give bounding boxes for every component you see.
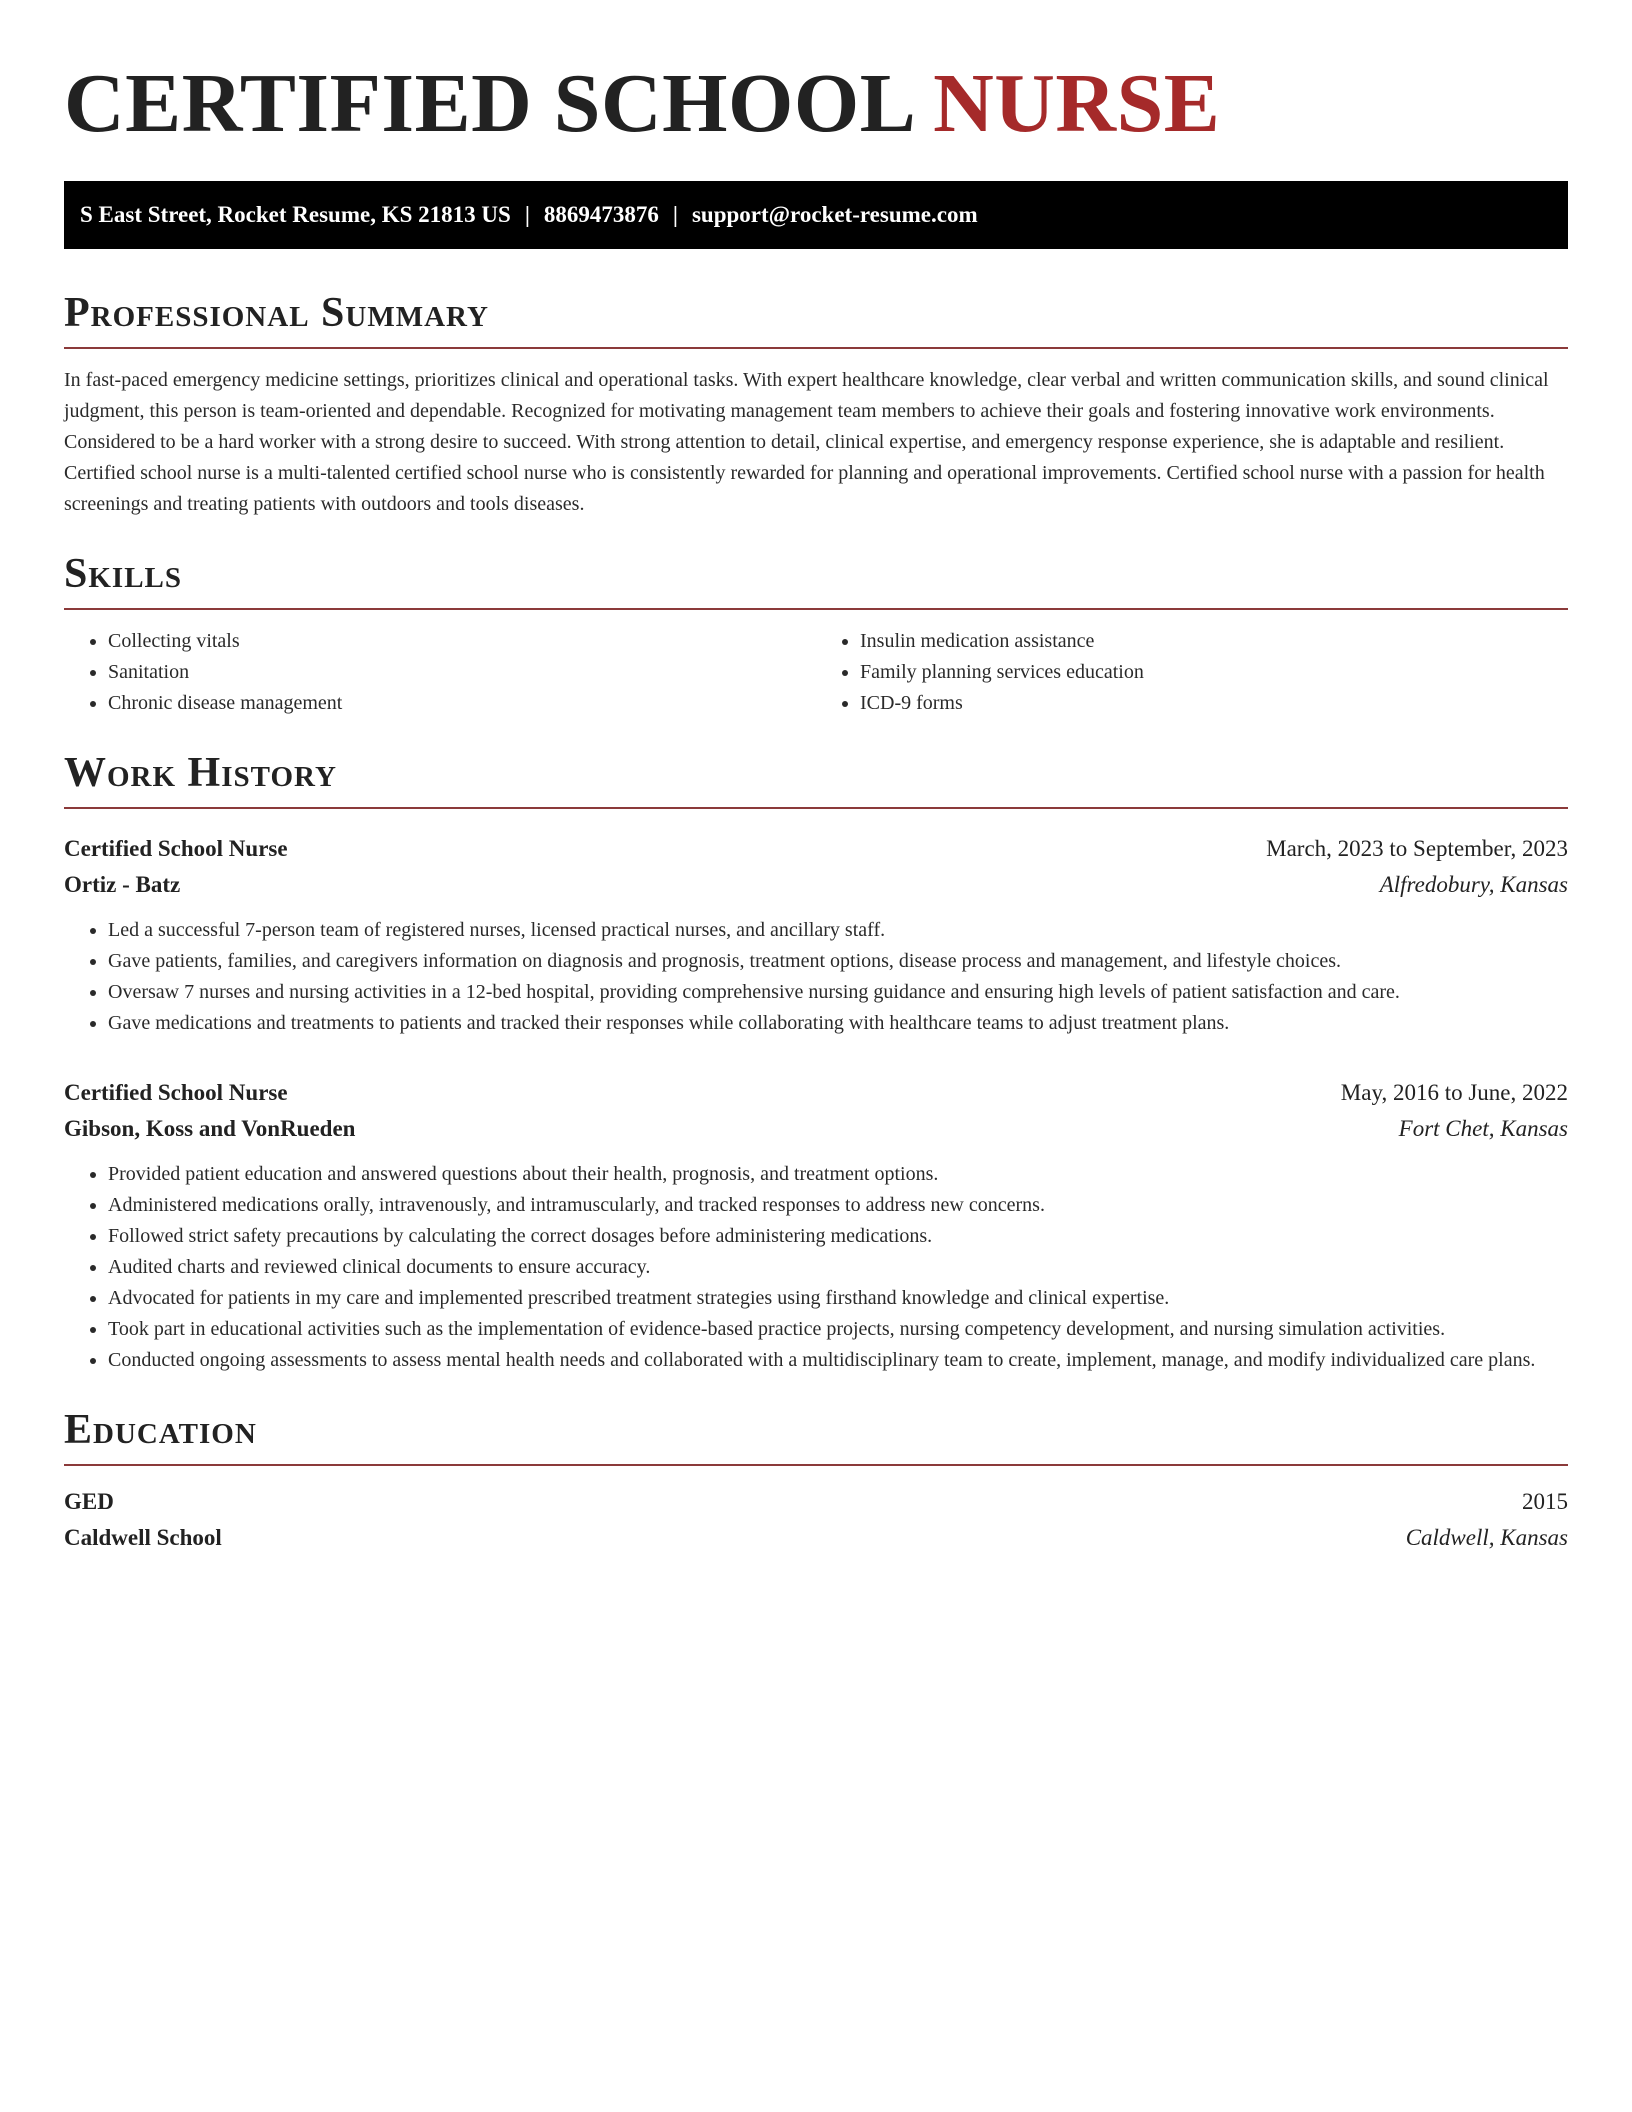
job-bullet: • Oversaw 7 nurses and nursing activities in a 12-bed hospital, providing comprehensive nursing guidance and ensuring high levels of patient satisfaction and care. <box>108 977 1568 1008</box>
section-title-education: Education <box>64 1406 1568 1466</box>
skills-list-left <box>64 626 816 719</box>
candidate-name <box>64 0 1568 150</box>
skills-column-right <box>816 626 1568 719</box>
job-dates: March, 2023 to September, 2023 <box>1266 836 1568 861</box>
job-header-row <box>64 831 1568 867</box>
skills-list-right <box>816 626 1568 719</box>
contact-address: S East Street, Rocket Resume, KS 21813 US <box>80 202 511 227</box>
name-main: CERTIFIED SCHOOL <box>64 57 912 150</box>
job-entry <box>64 1075 1568 1376</box>
education-year: 2015 <box>1522 1489 1568 1514</box>
job-company: Ortiz - Batz <box>64 872 181 897</box>
job-bullets <box>64 1159 1568 1376</box>
job-header-row <box>64 1075 1568 1111</box>
contact-phone: 8869473876 <box>543 202 659 227</box>
job-bullet: • Administered medications orally, intravenously, and intramuscularly, and tracked responses to address new concerns. <box>108 1190 1568 1221</box>
job-title: Certified School Nurse <box>64 836 288 861</box>
job-bullet: • Provided patient education and answered questions about their health, prognosis, and treatment options. <box>108 1159 1568 1190</box>
skills-section <box>64 550 1568 719</box>
skill-item: • Family planning services education <box>860 657 1568 688</box>
skill-item: • Chronic disease management <box>108 688 816 719</box>
job-company: Gibson, Koss and VonRueden <box>64 1116 356 1141</box>
job-bullet: • Advocated for patients in my care and implemented prescribed treatment strategies using firsthand knowledge and clinical expertise. <box>108 1283 1568 1314</box>
job-bullet: • Followed strict safety precautions by calculating the correct dosages before administering medications. <box>108 1221 1568 1252</box>
job-dates: May, 2016 to June, 2022 <box>1340 1080 1568 1105</box>
skills-column-left <box>64 626 816 719</box>
job-bullet: • Took part in educational activities such as the implementation of evidence-based practice projects, nursing competency development, and nursing simulation activities. <box>108 1314 1568 1345</box>
job-bullet: • Gave medications and treatments to patients and tracked their responses while collaborating with healthcare teams to adjust treatment plans. <box>108 1008 1568 1039</box>
job-title: Certified School Nurse <box>64 1080 288 1105</box>
job-bullets <box>64 915 1568 1039</box>
job-bullet: • Gave patients, families, and caregivers information on diagnosis and prognosis, treatment options, disease process and management, and lifestyle choices. <box>108 946 1568 977</box>
education-header-row <box>64 1484 1568 1520</box>
contact-separator: | <box>672 202 678 227</box>
education-entry <box>64 1484 1568 1556</box>
job-bullet: • Conducted ongoing assessments to assess mental health needs and collaborated with a multidisciplinary team to create, implement, manage, and modify individualized care plans. <box>108 1345 1568 1376</box>
education-school-row <box>64 1520 1568 1556</box>
job-company-row <box>64 867 1568 903</box>
skill-item: • Collecting vitals <box>108 626 816 657</box>
contact-email: support@rocket-resume.com <box>691 202 978 227</box>
section-title-skills: Skills <box>64 550 1568 610</box>
job-bullet: • Audited charts and reviewed clinical documents to ensure accuracy. <box>108 1252 1568 1283</box>
summary-text: In fast-paced emergency medicine settings, prioritizes clinical and operational tasks. With expert healthcare knowledge, clear verbal and written communication skills, and sound clinical judgment, this person is team-oriented and dependable. Recognized for motivating management team members to achieve their goals and fostering innovative work environments. Considered to be a hard worker with a strong desire to succeed. With strong attention to detail, clinical expertise, and emergency response experience, she is adaptable and resilient. Certified school nurse is a multi-talented certified school nurse who is consistently rewarded for planning and operational improvements. Certified school nurse with a passion for health screenings and treating patients with outdoors and tools diseases. <box>64 369 1549 515</box>
skill-item: • Sanitation <box>108 657 816 688</box>
summary-section <box>64 289 1568 520</box>
job-location: Alfredobury, Kansas <box>1379 872 1568 897</box>
section-title-summary: Professional Summary <box>64 289 1568 349</box>
job-location: Fort Chet, Kansas <box>1398 1116 1568 1141</box>
job-entry <box>64 831 1568 1039</box>
job-bullet: • Led a successful 7-person team of registered nurses, licensed practical nurses, and ancillary staff. <box>108 915 1568 946</box>
contact-separator: | <box>524 202 530 227</box>
skill-item: • ICD-9 forms <box>860 688 1568 719</box>
work-history-section <box>64 749 1568 1376</box>
contact-bar <box>64 181 1568 249</box>
education-section <box>64 1406 1568 1556</box>
education-school: Caldwell School <box>64 1525 222 1550</box>
job-company-row <box>64 1111 1568 1147</box>
skill-item: • Insulin medication assistance <box>860 626 1568 657</box>
education-location: Caldwell, Kansas <box>1405 1525 1568 1550</box>
skills-grid <box>64 626 1568 719</box>
education-degree: GED <box>64 1489 114 1514</box>
name-accent: NURSE <box>933 57 1221 150</box>
section-title-work-history: Work History <box>64 749 1568 809</box>
